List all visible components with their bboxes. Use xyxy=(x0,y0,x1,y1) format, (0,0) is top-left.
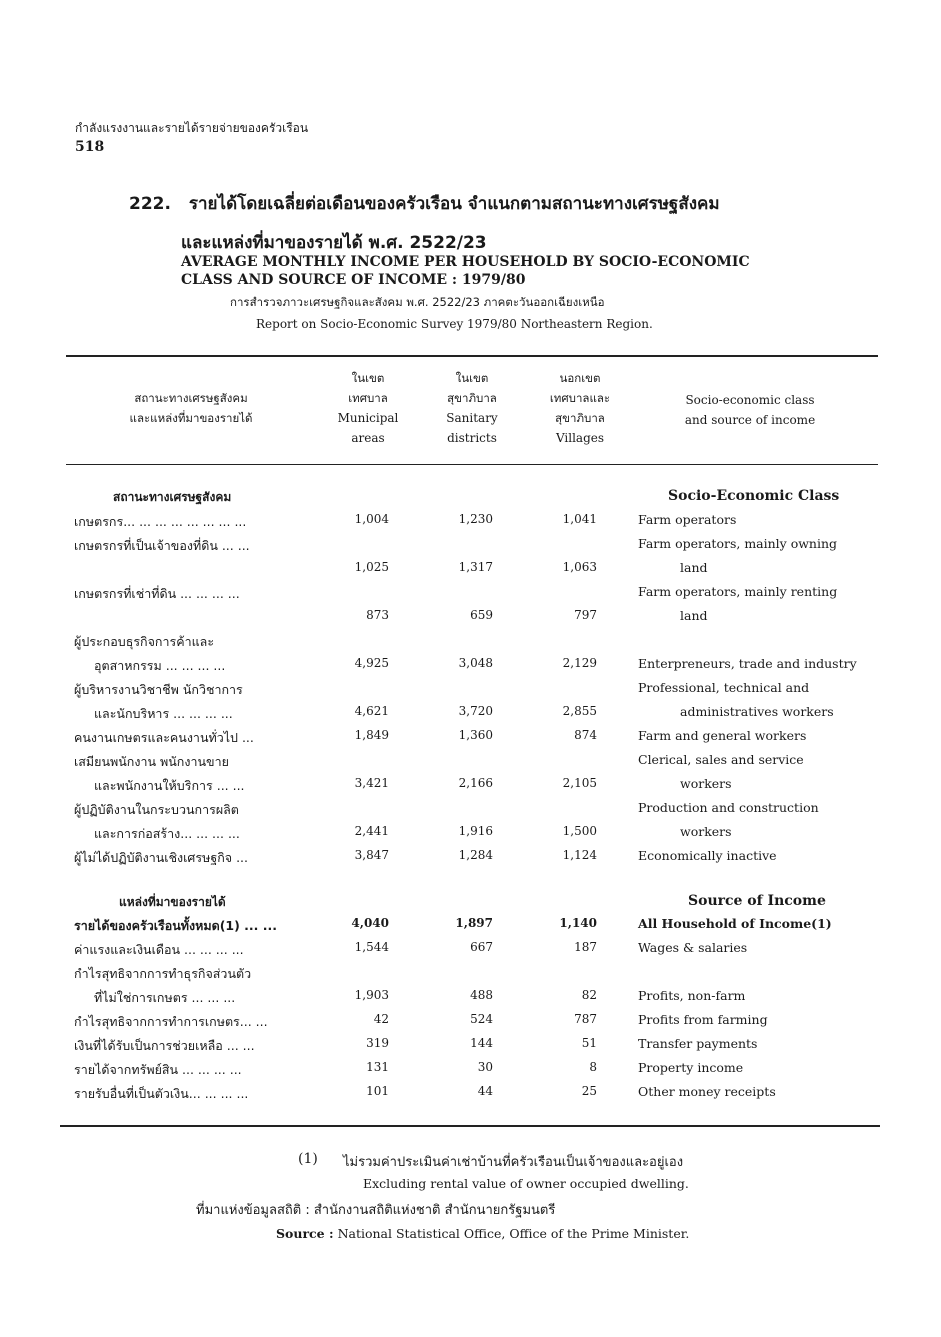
table-row xyxy=(0,680,941,704)
table-row xyxy=(0,536,941,560)
row-label-thai: เกษตรกร... ... ... ... ... ... ... ... xyxy=(74,514,247,529)
value-villages: 1,500 xyxy=(562,824,597,838)
row-label-thai: ผู้บริหารงานวิชาชีพ นักวิชาการ xyxy=(74,682,243,697)
value-municipal: 42 xyxy=(373,1012,389,1026)
value-villages: 2,129 xyxy=(562,656,597,670)
header-municipal-en-1: Municipal xyxy=(337,411,399,425)
row-label-thai: ที่ไม่ใช่การเกษตร ... ... ... xyxy=(94,990,236,1005)
row-label-thai: กำไรสุทธิจากการทำธุรกิจส่วนตัว xyxy=(74,966,252,981)
table-row xyxy=(0,1060,941,1084)
value-sanitary: 1,360 xyxy=(458,728,493,742)
value-sanitary: 1,284 xyxy=(458,848,493,862)
row-label-thai: รายรับอื่นที่เป็นตัวเงิน... ... ... ... xyxy=(74,1086,249,1101)
row-label-thai: เกษตรกรที่เป็นเจ้าของที่ดิน ... ... xyxy=(74,538,250,553)
value-villages: 25 xyxy=(581,1084,597,1098)
section-heading-class-thai: สถานะทางเศรษฐสังคม xyxy=(113,490,232,504)
table-row xyxy=(0,1084,941,1108)
value-villages: 1,124 xyxy=(562,848,597,862)
table-row xyxy=(0,964,941,988)
row-label-english: Profits from farming xyxy=(638,1012,768,1027)
header-villages-th-1: นอกเขต xyxy=(559,371,601,385)
value-sanitary: 44 xyxy=(477,1084,493,1098)
row-label-thai: และการก่อสร้าง... ... ... ... xyxy=(94,826,240,841)
header-sanitary-th-2: สุขาภิบาล xyxy=(447,391,497,405)
value-sanitary: 3,048 xyxy=(458,656,493,670)
table-row xyxy=(0,560,941,584)
value-villages: 1,063 xyxy=(562,560,597,574)
value-villages: 51 xyxy=(581,1036,597,1050)
row-label-thai: ผู้ไม่ได้ปฏิบัติงานเชิงเศรษฐกิจ ... xyxy=(74,850,249,865)
row-label-english: Farm operators, mainly owning xyxy=(638,536,838,551)
table-row xyxy=(0,800,941,824)
row-label-thai: กำไรสุทธิจากการทำการเกษตร... ... xyxy=(74,1014,268,1029)
value-sanitary: 3,720 xyxy=(458,704,493,718)
table-row xyxy=(0,940,941,964)
header-stub-thai-1: สถานะทางเศรษฐสังคม xyxy=(134,391,248,405)
table-row xyxy=(0,1036,941,1060)
value-municipal: 4,925 xyxy=(354,656,389,670)
row-label-english: Farm operators xyxy=(638,512,737,527)
row-label-thai: ค่าแรงและเงินเดือน ... ... ... ... xyxy=(74,942,244,957)
row-label-english: Production and construction xyxy=(638,800,819,815)
row-label-english: Enterpreneurs, trade and industry xyxy=(638,656,857,671)
row-label-english: Clerical, sales and service xyxy=(638,752,804,767)
header-villages xyxy=(534,368,626,448)
row-label-thai: รายได้จากทรัพย์สิน ... ... ... ... xyxy=(74,1062,242,1077)
header-sanitary xyxy=(430,368,514,448)
header-stub-english-1: Socio-economic class xyxy=(685,393,815,407)
footnote-thai: ไม่รวมค่าประเมินค่าเช่าบ้านที่ครัวเรือนเป็นเจ้าของและอยู่เอง xyxy=(343,1155,684,1170)
row-label-thai: เงินที่ได้รับเป็นการช่วยเหลือ ... ... xyxy=(74,1038,255,1053)
table-row xyxy=(0,824,941,848)
header-stub-thai xyxy=(86,388,296,428)
header-municipal-th-2: เทศบาล xyxy=(348,391,388,405)
value-villages: 187 xyxy=(574,940,597,954)
value-municipal: 319 xyxy=(366,1036,389,1050)
source-text: National Statistical Office, Office of the Prime Minister. xyxy=(337,1226,690,1241)
value-villages: 874 xyxy=(574,728,597,742)
value-municipal: 3,421 xyxy=(354,776,389,790)
value-municipal: 131 xyxy=(366,1060,389,1074)
value-municipal: 1,025 xyxy=(354,560,389,574)
value-villages: 1,041 xyxy=(562,512,597,526)
table-row xyxy=(0,916,941,940)
row-label-thai: ผู้ประกอบธุรกิจการค้าและ xyxy=(74,634,215,649)
table-row xyxy=(0,988,941,1012)
value-municipal: 4,621 xyxy=(354,704,389,718)
value-municipal: 1,544 xyxy=(354,940,389,954)
row-label-thai: และนักบริหาร ... ... ... ... xyxy=(94,706,233,721)
table-row xyxy=(0,728,941,752)
row-label-english: Farm and general workers xyxy=(638,728,807,743)
row-label-thai: และพนักงานให้บริการ ... ... xyxy=(94,778,245,793)
header-stub-english xyxy=(660,390,840,430)
running-head-title: กำลังแรงงานและรายได้รายจ่ายของครัวเรือน xyxy=(75,121,309,135)
title-thai-text-1: รายได้โดยเฉลี่ยต่อเดือนของครัวเรือน จำแนกตามสถานะทางเศรษฐสังคม xyxy=(188,194,720,214)
row-label-english: All Household of Income(1) xyxy=(638,916,832,931)
value-sanitary: 144 xyxy=(470,1036,493,1050)
header-villages-th-3: สุขาภิบาล xyxy=(555,411,605,425)
value-sanitary: 1,897 xyxy=(455,916,493,930)
row-label-thai: คนงานเกษตรและคนงานทั่วไป ... xyxy=(74,730,254,745)
value-villages: 2,855 xyxy=(562,704,597,718)
table-row xyxy=(0,752,941,776)
table-row xyxy=(0,608,941,632)
source-label: Source : xyxy=(276,1226,334,1241)
report-english: Report on Socio-Economic Survey 1979/80 Northeastern Region. xyxy=(256,317,653,331)
header-municipal xyxy=(326,368,410,448)
row-label-english: land xyxy=(680,608,708,623)
table-row xyxy=(0,512,941,536)
title-thai-line-1 xyxy=(129,190,720,217)
title-thai-line-2: และแหล่งที่มาของรายได้ พ.ศ. 2522/23 xyxy=(181,233,487,253)
section-heading-class-english: Socio-Economic Class xyxy=(668,488,840,504)
value-municipal: 1,849 xyxy=(354,728,389,742)
value-villages: 82 xyxy=(581,988,597,1002)
value-municipal: 1,004 xyxy=(354,512,389,526)
row-label-english: Professional, technical and xyxy=(638,680,810,695)
table-number: 222. xyxy=(129,194,171,214)
value-sanitary: 659 xyxy=(470,608,493,622)
header-sanitary-en-2: districts xyxy=(447,431,497,445)
value-sanitary: 30 xyxy=(477,1060,493,1074)
header-villages-en: Villages xyxy=(555,431,605,445)
value-municipal: 3,847 xyxy=(354,848,389,862)
value-villages: 797 xyxy=(574,608,597,622)
value-municipal: 873 xyxy=(366,608,389,622)
value-sanitary: 2,166 xyxy=(458,776,493,790)
value-sanitary: 1,916 xyxy=(458,824,493,838)
page-number: 518 xyxy=(75,139,105,155)
table-row xyxy=(0,584,941,608)
header-stub-thai-2: และแหล่งที่มาของรายได้ xyxy=(129,411,253,425)
table-row xyxy=(0,848,941,872)
section-heading-income-english: Source of Income xyxy=(688,893,826,909)
table-row xyxy=(0,776,941,800)
row-label-english: Farm operators, mainly renting xyxy=(638,584,838,599)
row-label-english: Wages & salaries xyxy=(638,940,748,955)
value-municipal: 2,441 xyxy=(354,824,389,838)
value-sanitary: 1,230 xyxy=(458,512,493,526)
header-rule xyxy=(66,464,878,465)
value-villages: 8 xyxy=(589,1060,597,1074)
row-label-thai: รายได้ของครัวเรือนทั้งหมด(1) ... ... xyxy=(74,918,278,933)
source-english xyxy=(276,1226,689,1241)
table-top-rule xyxy=(66,355,878,357)
title-english-line-2: CLASS AND SOURCE OF INCOME : 1979/80 xyxy=(181,272,526,288)
row-label-english: land xyxy=(680,560,708,575)
header-municipal-en-2: areas xyxy=(351,431,385,445)
value-municipal: 1,903 xyxy=(354,988,389,1002)
row-label-thai: อุตสาหกรรม ... ... ... ... xyxy=(94,658,226,673)
value-sanitary: 667 xyxy=(470,940,493,954)
row-label-english: Other money receipts xyxy=(638,1084,776,1099)
row-label-english: administratives workers xyxy=(680,704,834,719)
value-villages: 787 xyxy=(574,1012,597,1026)
value-municipal: 101 xyxy=(366,1084,389,1098)
title-english-line-1: AVERAGE MONTHLY INCOME PER HOUSEHOLD BY SOCIO-ECONOMIC xyxy=(181,254,750,270)
row-label-thai: ผู้ปฏิบัติงานในกระบวนการผลิต xyxy=(74,802,239,817)
table-row xyxy=(0,656,941,680)
row-label-english: Economically inactive xyxy=(638,848,777,863)
source-thai: ที่มาแห่งข้อมูลสถิติ : สำนักงานสถิติแห่งชาติ สำนักนายกรัฐมนตรี xyxy=(196,1203,556,1218)
row-label-thai: เสมียนพนักงาน พนักงานขาย xyxy=(74,754,229,769)
value-sanitary: 524 xyxy=(470,1012,493,1026)
header-villages-th-2: เทศบาลและ xyxy=(549,391,611,405)
header-municipal-th-1: ในเขต xyxy=(351,371,385,385)
footnote-english: Excluding rental value of owner occupied dwelling. xyxy=(363,1176,689,1191)
value-villages: 2,105 xyxy=(562,776,597,790)
header-sanitary-th-1: ในเขต xyxy=(455,371,489,385)
row-label-english: workers xyxy=(680,824,732,839)
value-villages: 1,140 xyxy=(559,916,597,930)
table-row xyxy=(0,704,941,728)
header-stub-english-2: and source of income xyxy=(684,413,816,427)
table-bottom-rule xyxy=(60,1125,880,1127)
value-sanitary: 1,317 xyxy=(458,560,493,574)
table-row xyxy=(0,1012,941,1036)
header-sanitary-en-1: Sanitary xyxy=(446,411,498,425)
row-label-english: Profits, non-farm xyxy=(638,988,746,1003)
value-sanitary: 488 xyxy=(470,988,493,1002)
row-label-english: workers xyxy=(680,776,732,791)
report-thai: การสำรวจภาวะเศรษฐกิจและสังคม พ.ศ. 2522/23 ภาคตะวันออกเฉียงเหนือ xyxy=(230,295,605,309)
row-label-thai: เกษตรกรที่เช่าที่ดิน ... ... ... ... xyxy=(74,586,240,601)
value-municipal: 4,040 xyxy=(351,916,389,930)
table-row xyxy=(0,632,941,656)
row-label-english: Property income xyxy=(638,1060,744,1075)
section-heading-income-thai: แหล่งที่มาของรายได้ xyxy=(119,895,226,909)
row-label-english: Transfer payments xyxy=(638,1036,758,1051)
footnote-number: (1) xyxy=(298,1151,318,1167)
